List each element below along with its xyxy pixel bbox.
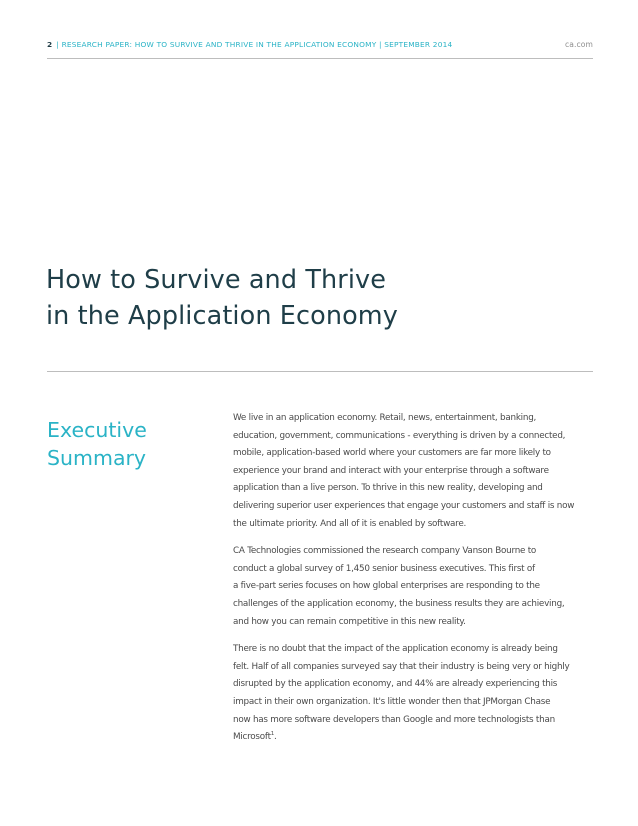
page-title	[46, 262, 566, 334]
section-heading-line-2: Summary	[47, 446, 147, 470]
footnote-marker[interactable]: 1	[270, 731, 275, 738]
text-line: application than a live person. To thrive in this new reality, developing and	[233, 483, 543, 494]
text-line: There is no doubt that the impact of the application economy is already being	[233, 644, 558, 655]
text-line: the ultimate priority. And all of it is enabled by software.	[233, 518, 467, 529]
text-line: experience your brand and interact with your enterprise through a software	[233, 465, 549, 476]
title-line-1: How to Survive and Thrive	[46, 265, 387, 295]
paragraph-2	[233, 543, 593, 631]
text-line: conduct a global survey of 1,450 senior business executives. This first of	[233, 563, 535, 574]
section-heading-line-1: Executive	[47, 418, 147, 442]
text-line: CA Technologies commissioned the research company Vanson Bourne to	[233, 546, 537, 557]
text-line: and how you can remain competitive in this new reality.	[233, 616, 466, 627]
text-line: education, government, communications - everything is driven by a connected,	[233, 430, 566, 441]
text-line: challenges of the application economy, the business results they are achieving,	[233, 598, 565, 609]
text-line: disrupted by the application economy, and 44% are already experiencing this	[233, 679, 558, 690]
title-line-2: in the Application Economy	[46, 301, 398, 331]
page-number: 2	[47, 40, 53, 49]
running-title: | RESEARCH PAPER: HOW TO SURVIVE AND THRIVE IN THE APPLICATION ECONOMY | SEPTEMBER 2014	[56, 40, 453, 49]
paragraph-3	[233, 641, 593, 747]
section-heading	[47, 416, 197, 472]
site-link[interactable]: ca.com	[564, 40, 593, 49]
last-line-end: .	[274, 732, 277, 743]
paragraph-1	[233, 410, 593, 533]
body-text	[233, 410, 593, 757]
text-line: a five-part series focuses on how global enterprises are responding to the	[233, 581, 540, 592]
text-line: felt. Half of all companies surveyed say that their industry is being very or highly	[233, 661, 570, 672]
text-line: mobile, application-based world where your customers are far more likely to	[233, 448, 551, 459]
last-line-text: Microsoft	[233, 732, 271, 743]
text-line: impact in their own organization. It's little wonder then that JPMorgan Chase	[233, 696, 551, 707]
text-line: now has more software developers than Google and more technologists than	[233, 714, 555, 725]
header-divider	[47, 58, 593, 59]
text-line: delivering superior user experiences that engage your customers and staff is now	[233, 500, 575, 511]
text-line-last	[233, 729, 593, 747]
page-header	[47, 40, 593, 54]
title-divider	[47, 371, 593, 372]
text-line: We live in an application economy. Retail, news, entertainment, banking,	[233, 413, 537, 423]
